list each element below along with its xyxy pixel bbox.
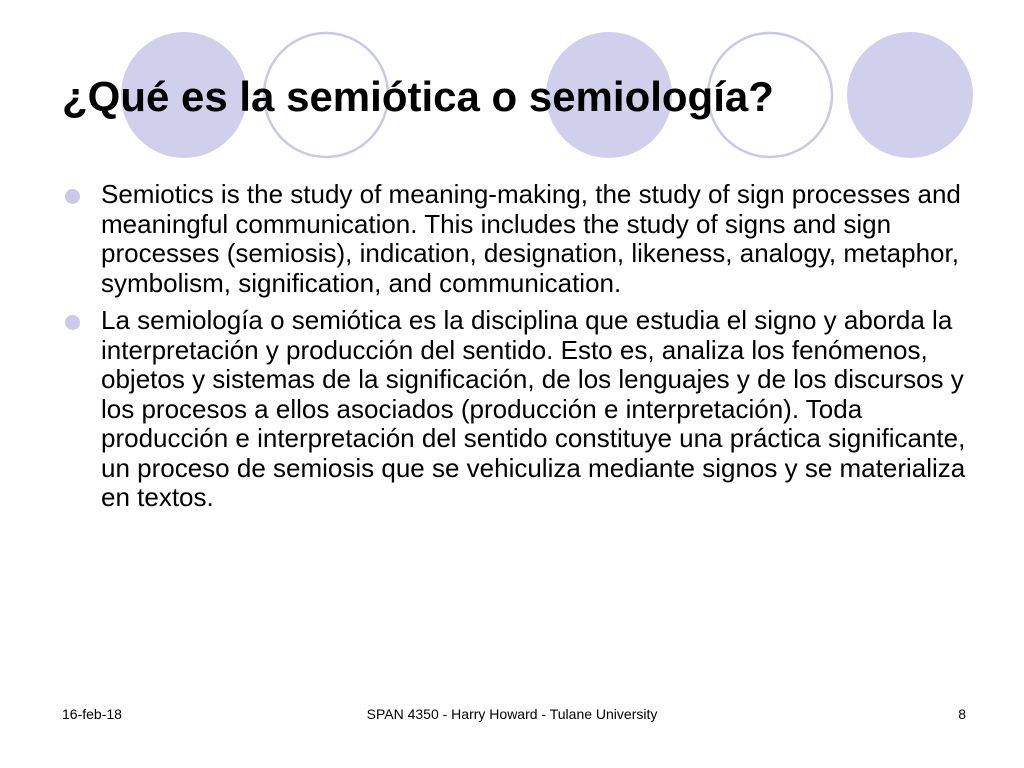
bullet-text: Semiotics is the study of meaning-making, the study of sign processes and meaningful communication. This includes the study of signs and sign processes (semiosis), indication, designation, likeness, analogy, metaphor, symbolism, signification, and communication. — [101, 179, 961, 298]
footer-page-number: 8 — [958, 706, 966, 722]
bullet-item — [62, 180, 972, 298]
slide-title: ¿Qué es la semiótica o semiología? — [62, 73, 774, 120]
footer-date: 16-feb-18 — [62, 706, 122, 722]
bullet-list — [62, 180, 972, 521]
bullet-item — [62, 306, 972, 513]
bullet-text: La semiología o semiótica es la disciplina que estudia el signo y aborda la interpretación y producción del sentido. Esto es, analiza los fenómenos, objetos y sistemas de la significación, de los lenguajes y de los discursos y los procesos a ellos asociados (producción e interpretación). Toda producción e interpretación del sentido constituye una práctica significante, un proceso de semiosis que se vehiculiza mediante signos y se materializa en textos. — [101, 305, 966, 512]
bullet-dot-icon — [65, 189, 80, 204]
bullet-dot-icon — [65, 315, 80, 330]
footer-course: SPAN 4350 - Harry Howard - Tulane University — [366, 706, 658, 722]
decorative-circle-filled — [847, 32, 973, 158]
